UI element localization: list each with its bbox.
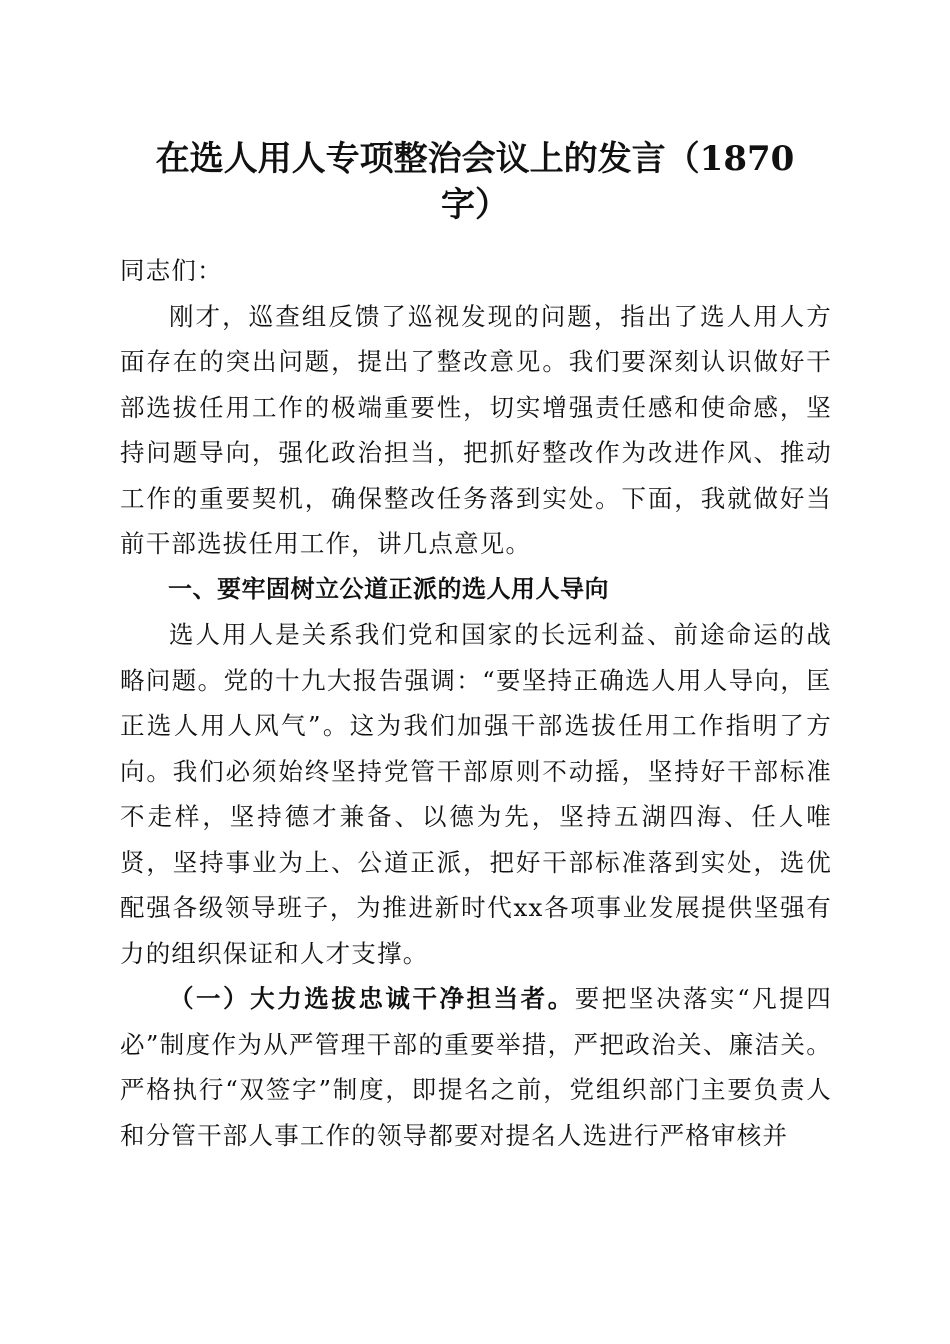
sub-paragraph-1-text: 要把坚决落实“凡提四必”制度作为从严管理干部的重要举措，严把政治关、廉洁关。严格执行“双签字”制度，即提名之前，党组织部门主要负责人和分管干部人事工作的领导都要对提名人选进行严格审核并 (120, 984, 832, 1150)
title-line-1: 在选人用人专项整治会议上的发言（1870 (155, 139, 795, 179)
document-body (120, 248, 832, 1158)
paragraph-subsection-1 (120, 976, 832, 1158)
paragraph-intro: 刚才，巡查组反馈了巡视发现的问题，指出了选人用人方面存在的突出问题，提出了整改意见。我们要深刻认识做好干部选拔任用工作的极端重要性，切实增强责任感和使命感，坚持问题导向，强化政治担当，把抓好整改作为改进作风、推动工作的重要契机，确保整改任务落到实处。下面，我就做好当前干部选拔任用工作，讲几点意见。 (120, 301, 832, 558)
title-line-2: 字） (441, 185, 509, 225)
paragraph-section-1: 选人用人是关系我们党和国家的长远利益、前途命运的战略问题。党的十九大报告强调：“要坚持正确选人用人导向，匡正选人用人风气”。这为我们加强干部选拔任用工作指明了方向。我们必须始终坚持党管干部原则不动摇，坚持好干部标准不走样，坚持德才兼备、以德为先，坚持五湖四海、任人唯贤，坚持事业为上、公道正派，把好干部标准落到实处，选优配强各级领导班子，为推进新时代xx各项事业发展提供坚强有力的组织保证和人才支撑。 (120, 620, 832, 968)
sub-heading-1: （一）大力选拔忠诚干净担当者。 (169, 984, 575, 1013)
section-heading-1: 一、要牢固树立公道正派的选人用人导向 (168, 574, 609, 603)
document-title (140, 136, 810, 228)
salutation: 同志们： (120, 256, 223, 285)
